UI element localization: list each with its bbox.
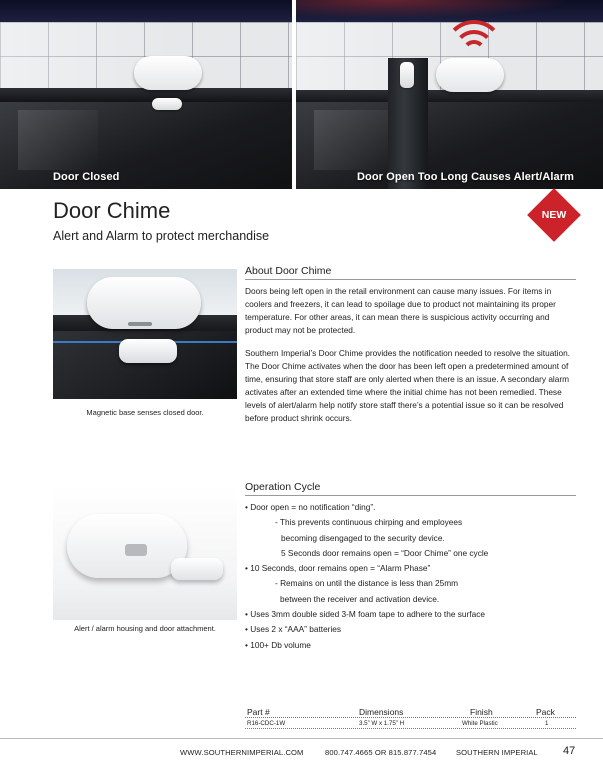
spec-divider [245, 728, 576, 729]
list-item: - Remains on until the distance is less than 25mm [275, 578, 459, 589]
list-item: between the receiver and activation device. [280, 593, 440, 604]
door-closed-scene [0, 0, 292, 189]
list-item: • Uses 3mm double sided 3-M foam tape to adhere to the surface [245, 609, 485, 620]
about-paragraph-2: Southern Imperial’s Door Chime provides the notification needed to resolve the situation. The Door Chime activates when the door has been left open a predetermined amount of time, ensuring that store staff are only alerted when there is an issue. A secondary alarm activates after an extended time where the initial chime has not been remedied. These levels of alert/alarm help notify store staff there’s a potential issue so it can be resolved before product shrink occurs. [245, 348, 570, 423]
photo-caption-door-open: Door Open Too Long Causes Alert/Alarm [357, 171, 574, 183]
list-item: becoming disengaged to the security device. [281, 532, 445, 543]
about-paragraph-1: Doors being left open in the retail environment can cause many issues. For items in coolers and freezers, it can lead to spoilage due to product not maintaining its proper temperature. For other areas, it can mean there is suspicious activity occurring and product may not be protected. [245, 286, 556, 335]
photo-door-closed [0, 0, 292, 189]
footer-website: WWW.SOUTHERNIMPERIAL.COM [180, 748, 304, 757]
magnetic-base-caption: Magnetic base senses closed door. [86, 408, 204, 417]
spec-header-part: Part # [247, 707, 270, 717]
list-item: • 100+ Db volume [245, 639, 311, 650]
door-open-scene [296, 0, 603, 189]
footer-divider [0, 738, 603, 739]
new-badge-label: NEW [541, 209, 567, 221]
spec-header-pack: Pack [536, 707, 555, 717]
list-item: 5 Seconds door remains open = “Door Chime” one cycle [281, 547, 489, 558]
footer-phones: 800.747.4665 OR 815.877.7454 [325, 748, 437, 757]
list-item: • Door open = no notification “ding”. [245, 502, 376, 512]
page-number: 47 [563, 745, 576, 757]
operation-section-title: Operation Cycle [245, 481, 576, 496]
about-section-title: About Door Chime [245, 265, 576, 280]
list-item: • 10 Seconds, door remains open = “Alarm Phase” [245, 563, 431, 574]
spec-divider [245, 717, 576, 718]
door-magnet-image [152, 98, 182, 110]
footer-company: SOUTHERN IMPERIAL [456, 748, 538, 757]
list-item: - This prevents continuous chirping and employees [275, 517, 463, 528]
alarm-housing-photo [53, 484, 237, 620]
operation-list [245, 500, 576, 653]
photo-caption-door-closed: Door Closed [53, 171, 120, 183]
door-magnet-image [400, 62, 414, 88]
spec-cell-part: R16-CDC-1W [247, 720, 286, 727]
spec-header-finish: Finish [470, 707, 493, 717]
spec-header-dimensions: Dimensions [359, 707, 404, 717]
magnetic-base-photo [53, 269, 237, 399]
spec-cell-dimensions: 3.5” W x 1.75” H [359, 720, 405, 727]
page-subtitle: Alert and Alarm to protect merchandise [53, 229, 270, 243]
spec-cell-finish: White Plastic [462, 720, 498, 727]
page-title: Door Chime [53, 198, 171, 223]
alarm-housing-caption: Alert / alarm housing and door attachment. [74, 624, 216, 633]
photo-door-open-alarm [296, 0, 603, 189]
list-item: • Uses 2 x “AAA” batteries [245, 624, 342, 635]
chime-housing-image [134, 56, 202, 90]
spec-cell-pack: 1 [545, 720, 549, 727]
